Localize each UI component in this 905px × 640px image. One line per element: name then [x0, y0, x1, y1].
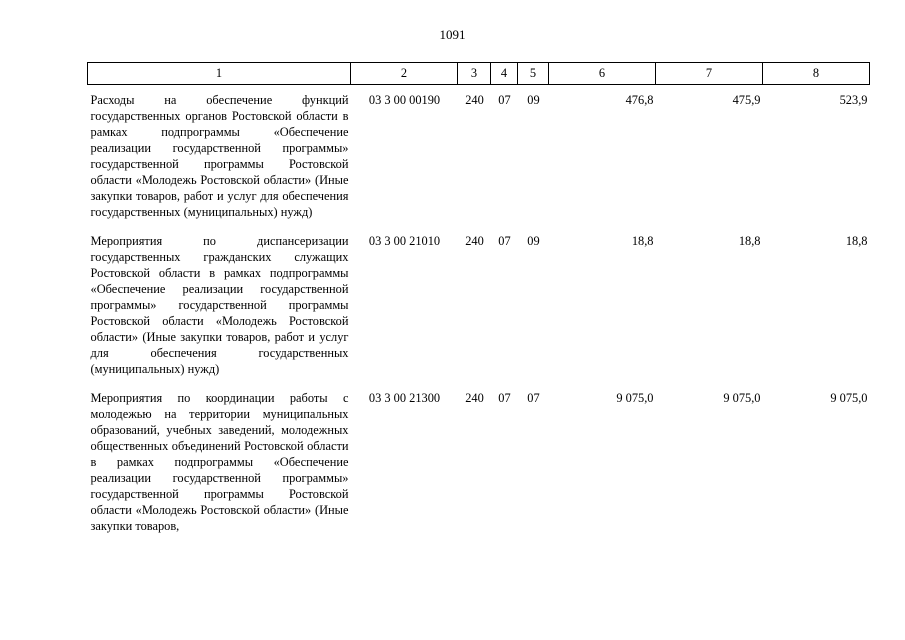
column-header-4: 4: [491, 63, 518, 85]
row-target-code: 03 3 00 00190: [368, 93, 441, 107]
row-section: 07: [498, 234, 511, 248]
row-target-code: 03 3 00 21010: [368, 234, 441, 248]
row-value-col8: 18,8: [845, 234, 868, 248]
column-header-3: 3: [458, 63, 491, 85]
table-header-row: [88, 63, 870, 85]
row-description: Мероприятия по диспансеризации государственных гражданских служащих Ростовской области в рамках подпрограммы «Обеспечение реализации государственной программы» государственной программы Ростовской области «Молодежь Ростовской области» (Иные закупки товаров, работ и услуг для обеспечения государственных (муниципальных) нужд): [90, 234, 349, 376]
row-section: 07: [498, 93, 511, 107]
row-description: Расходы на обеспечение функций государственных органов Ростовской области в рамках подпрограммы «Обеспечение реализации государственной программы» государственной программы Ростовской области «Молодежь Ростовской области» (Иные закупки товаров, работ и услуг для обеспечения государственных (муниципальных) нужд): [90, 93, 349, 219]
table-row: [88, 383, 870, 540]
table-row: [88, 226, 870, 383]
row-subsection: 09: [527, 93, 540, 107]
row-description: Мероприятия по координации работы с молодежью на территории муниципальных образований, учебных заведений, молодежных общественных объединений Ростовской области в рамках подпрограммы «Обеспечение реализации государственной программы» государственной программы Ростовской области «Молодежь Ростовской области» (Иные закупки товаров,: [90, 391, 349, 533]
budget-table: [87, 62, 870, 540]
row-value-col6: 18,8: [631, 234, 654, 248]
row-subsection: 07: [527, 391, 540, 405]
column-header-1: 1: [88, 63, 351, 85]
column-header-6: 6: [549, 63, 656, 85]
row-value-col7: 9 075,0: [723, 391, 761, 405]
column-header-7: 7: [656, 63, 763, 85]
row-value-col8: 523,9: [839, 93, 868, 107]
row-expense-type: 240: [465, 391, 484, 405]
row-expense-type: 240: [465, 234, 484, 248]
row-value-col7: 475,9: [732, 93, 761, 107]
row-subsection: 09: [527, 234, 540, 248]
page-number: 1091: [439, 27, 466, 42]
row-value-col6: 476,8: [625, 93, 654, 107]
table-row: [88, 85, 870, 227]
column-header-5: 5: [518, 63, 549, 85]
row-target-code: 03 3 00 21300: [368, 391, 441, 405]
column-header-8: 8: [763, 63, 870, 85]
row-value-col6: 9 075,0: [616, 391, 654, 405]
row-section: 07: [498, 391, 511, 405]
row-expense-type: 240: [465, 93, 484, 107]
column-header-2: 2: [351, 63, 458, 85]
row-value-col8: 9 075,0: [830, 391, 868, 405]
row-value-col7: 18,8: [738, 234, 761, 248]
